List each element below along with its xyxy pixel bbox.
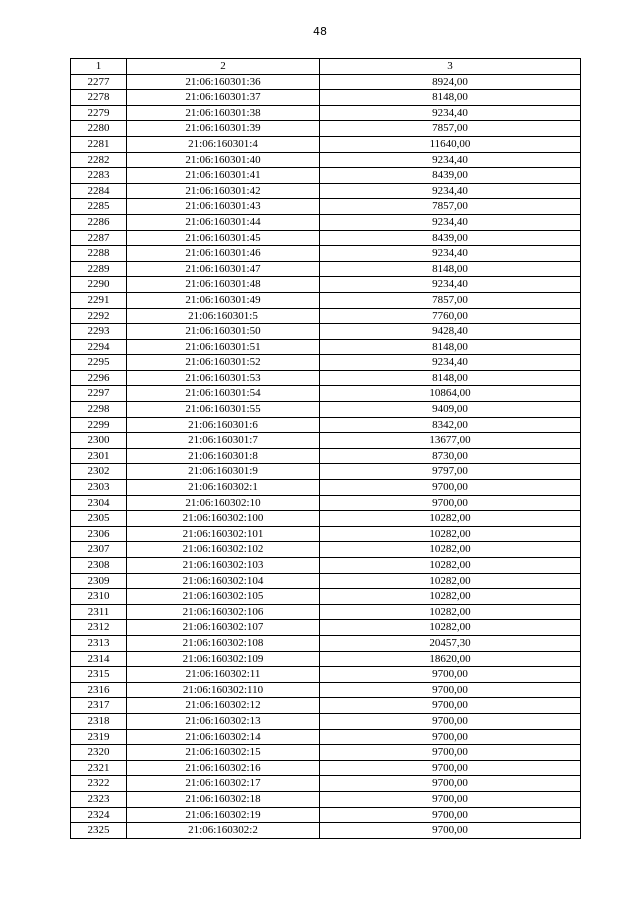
value-cell: 8148,00 (320, 339, 581, 355)
table-row (71, 90, 581, 106)
value-cell: 9234,40 (320, 214, 581, 230)
value-cell: 10282,00 (320, 604, 581, 620)
table-row (71, 370, 581, 386)
table-row (71, 511, 581, 527)
cadastral-number-cell: 21:06:160301:40 (127, 152, 320, 168)
row-number-cell: 2278 (71, 90, 127, 106)
value-cell: 10864,00 (320, 386, 581, 402)
value-cell: 10282,00 (320, 589, 581, 605)
row-number-cell: 2292 (71, 308, 127, 324)
table-row (71, 308, 581, 324)
cadastral-number-cell: 21:06:160301:5 (127, 308, 320, 324)
table-row (71, 682, 581, 698)
table-row (71, 713, 581, 729)
cadastral-number-cell: 21:06:160302:109 (127, 651, 320, 667)
row-number-cell: 2325 (71, 823, 127, 839)
row-number-cell: 2277 (71, 74, 127, 90)
cadastral-number-cell: 21:06:160302:107 (127, 620, 320, 636)
column-header-1: 1 (71, 59, 127, 75)
table-row (71, 324, 581, 340)
cadastral-number-cell: 21:06:160301:7 (127, 433, 320, 449)
table-row (71, 620, 581, 636)
value-cell: 10282,00 (320, 511, 581, 527)
row-number-cell: 2288 (71, 246, 127, 262)
row-number-cell: 2294 (71, 339, 127, 355)
row-number-cell: 2293 (71, 324, 127, 340)
table-row (71, 495, 581, 511)
cadastral-number-cell: 21:06:160302:106 (127, 604, 320, 620)
value-cell: 9700,00 (320, 807, 581, 823)
value-cell: 8730,00 (320, 448, 581, 464)
table-row (71, 745, 581, 761)
row-number-cell: 2296 (71, 370, 127, 386)
table-row (71, 526, 581, 542)
row-number-cell: 2313 (71, 635, 127, 651)
value-cell: 8148,00 (320, 370, 581, 386)
cadastral-number-cell: 21:06:160301:48 (127, 277, 320, 293)
value-cell: 9234,40 (320, 152, 581, 168)
header-row (71, 59, 581, 75)
cadastral-number-cell: 21:06:160302:16 (127, 760, 320, 776)
cadastral-number-cell: 21:06:160302:18 (127, 791, 320, 807)
value-cell: 9797,00 (320, 464, 581, 480)
value-cell: 11640,00 (320, 136, 581, 152)
cadastral-number-cell: 21:06:160301:6 (127, 417, 320, 433)
table-row (71, 464, 581, 480)
value-cell: 10282,00 (320, 558, 581, 574)
row-number-cell: 2300 (71, 433, 127, 449)
row-number-cell: 2316 (71, 682, 127, 698)
value-cell: 9700,00 (320, 791, 581, 807)
row-number-cell: 2323 (71, 791, 127, 807)
value-cell: 8439,00 (320, 230, 581, 246)
row-number-cell: 2320 (71, 745, 127, 761)
table-row (71, 261, 581, 277)
table-row (71, 651, 581, 667)
value-cell: 9700,00 (320, 745, 581, 761)
table-header (71, 59, 581, 75)
row-number-cell: 2301 (71, 448, 127, 464)
row-number-cell: 2310 (71, 589, 127, 605)
cadastral-number-cell: 21:06:160302:12 (127, 698, 320, 714)
row-number-cell: 2319 (71, 729, 127, 745)
table-row (71, 339, 581, 355)
value-cell: 18620,00 (320, 651, 581, 667)
cadastral-number-cell: 21:06:160302:105 (127, 589, 320, 605)
row-number-cell: 2303 (71, 480, 127, 496)
value-cell: 9700,00 (320, 713, 581, 729)
cadastral-number-cell: 21:06:160301:8 (127, 448, 320, 464)
cadastral-number-cell: 21:06:160302:1 (127, 480, 320, 496)
table-row (71, 277, 581, 293)
cadastral-number-cell: 21:06:160302:103 (127, 558, 320, 574)
table-row (71, 74, 581, 90)
table-row (71, 183, 581, 199)
cadastral-number-cell: 21:06:160301:43 (127, 199, 320, 215)
row-number-cell: 2290 (71, 277, 127, 293)
table-row (71, 604, 581, 620)
cadastral-number-cell: 21:06:160301:54 (127, 386, 320, 402)
cadastral-number-cell: 21:06:160301:50 (127, 324, 320, 340)
value-cell: 9234,40 (320, 355, 581, 371)
value-cell: 9700,00 (320, 682, 581, 698)
cadastral-number-cell: 21:06:160302:100 (127, 511, 320, 527)
value-cell: 7760,00 (320, 308, 581, 324)
row-number-cell: 2306 (71, 526, 127, 542)
row-number-cell: 2289 (71, 261, 127, 277)
cadastral-number-cell: 21:06:160301:4 (127, 136, 320, 152)
table-row (71, 448, 581, 464)
value-cell: 20457,30 (320, 635, 581, 651)
value-cell: 9700,00 (320, 823, 581, 839)
row-number-cell: 2317 (71, 698, 127, 714)
row-number-cell: 2309 (71, 573, 127, 589)
row-number-cell: 2321 (71, 760, 127, 776)
table-row (71, 480, 581, 496)
table-row (71, 542, 581, 558)
value-cell: 10282,00 (320, 542, 581, 558)
row-number-cell: 2281 (71, 136, 127, 152)
cadastral-number-cell: 21:06:160301:53 (127, 370, 320, 386)
row-number-cell: 2304 (71, 495, 127, 511)
value-cell: 8342,00 (320, 417, 581, 433)
row-number-cell: 2285 (71, 199, 127, 215)
cadastral-number-cell: 21:06:160301:46 (127, 246, 320, 262)
cadastral-number-cell: 21:06:160301:36 (127, 74, 320, 90)
row-number-cell: 2297 (71, 386, 127, 402)
table-row (71, 152, 581, 168)
cadastral-number-cell: 21:06:160301:49 (127, 292, 320, 308)
value-cell: 7857,00 (320, 199, 581, 215)
row-number-cell: 2291 (71, 292, 127, 308)
table-row (71, 760, 581, 776)
value-cell: 8148,00 (320, 90, 581, 106)
table-row (71, 292, 581, 308)
cadastral-number-cell: 21:06:160301:55 (127, 402, 320, 418)
value-cell: 9428,40 (320, 324, 581, 340)
value-cell: 9234,40 (320, 277, 581, 293)
column-header-2: 2 (127, 59, 320, 75)
row-number-cell: 2282 (71, 152, 127, 168)
cadastral-number-cell: 21:06:160302:19 (127, 807, 320, 823)
cadastral-number-cell: 21:06:160302:102 (127, 542, 320, 558)
row-number-cell: 2298 (71, 402, 127, 418)
table-row (71, 558, 581, 574)
cadastral-number-cell: 21:06:160301:52 (127, 355, 320, 371)
value-cell: 9700,00 (320, 480, 581, 496)
table-row (71, 667, 581, 683)
row-number-cell: 2280 (71, 121, 127, 137)
value-cell: 10282,00 (320, 573, 581, 589)
cadastral-number-cell: 21:06:160301:37 (127, 90, 320, 106)
cadastral-number-cell: 21:06:160302:101 (127, 526, 320, 542)
value-cell: 9700,00 (320, 760, 581, 776)
table-row (71, 698, 581, 714)
value-cell: 8924,00 (320, 74, 581, 90)
table-row (71, 635, 581, 651)
cadastral-number-cell: 21:06:160301:47 (127, 261, 320, 277)
cadastral-number-cell: 21:06:160302:14 (127, 729, 320, 745)
cadastral-number-cell: 21:06:160301:39 (127, 121, 320, 137)
cadastral-number-cell: 21:06:160302:108 (127, 635, 320, 651)
table-row (71, 230, 581, 246)
value-cell: 10282,00 (320, 620, 581, 636)
table-row (71, 168, 581, 184)
table-row (71, 386, 581, 402)
value-cell: 9700,00 (320, 667, 581, 683)
value-cell: 9700,00 (320, 776, 581, 792)
row-number-cell: 2311 (71, 604, 127, 620)
value-cell: 10282,00 (320, 526, 581, 542)
value-cell: 9234,40 (320, 105, 581, 121)
cadastral-number-cell: 21:06:160301:45 (127, 230, 320, 246)
row-number-cell: 2318 (71, 713, 127, 729)
row-number-cell: 2283 (71, 168, 127, 184)
table-row (71, 729, 581, 745)
value-cell: 7857,00 (320, 121, 581, 137)
table-body (71, 74, 581, 838)
row-number-cell: 2284 (71, 183, 127, 199)
value-cell: 13677,00 (320, 433, 581, 449)
table-row (71, 417, 581, 433)
row-number-cell: 2322 (71, 776, 127, 792)
row-number-cell: 2324 (71, 807, 127, 823)
cadastral-number-cell: 21:06:160302:17 (127, 776, 320, 792)
cadastral-number-cell: 21:06:160301:9 (127, 464, 320, 480)
row-number-cell: 2315 (71, 667, 127, 683)
cadastral-number-cell: 21:06:160302:2 (127, 823, 320, 839)
data-table (70, 58, 581, 839)
value-cell: 8148,00 (320, 261, 581, 277)
row-number-cell: 2286 (71, 214, 127, 230)
row-number-cell: 2299 (71, 417, 127, 433)
cadastral-number-cell: 21:06:160302:15 (127, 745, 320, 761)
table-row (71, 433, 581, 449)
table-row (71, 402, 581, 418)
row-number-cell: 2302 (71, 464, 127, 480)
row-number-cell: 2314 (71, 651, 127, 667)
value-cell: 9234,40 (320, 246, 581, 262)
cadastral-number-cell: 21:06:160302:10 (127, 495, 320, 511)
row-number-cell: 2295 (71, 355, 127, 371)
value-cell: 9700,00 (320, 495, 581, 511)
value-cell: 9234,40 (320, 183, 581, 199)
table-row (71, 214, 581, 230)
page-number: 48 (313, 25, 327, 38)
table-row (71, 823, 581, 839)
value-cell: 7857,00 (320, 292, 581, 308)
table-row (71, 776, 581, 792)
table-row (71, 121, 581, 137)
cadastral-number-cell: 21:06:160301:38 (127, 105, 320, 121)
value-cell: 8439,00 (320, 168, 581, 184)
table-row (71, 246, 581, 262)
cadastral-number-cell: 21:06:160301:51 (127, 339, 320, 355)
row-number-cell: 2312 (71, 620, 127, 636)
table-row (71, 105, 581, 121)
value-cell: 9700,00 (320, 729, 581, 745)
table-row (71, 355, 581, 371)
row-number-cell: 2279 (71, 105, 127, 121)
column-header-3: 3 (320, 59, 581, 75)
cadastral-number-cell: 21:06:160302:13 (127, 713, 320, 729)
table-row (71, 199, 581, 215)
row-number-cell: 2305 (71, 511, 127, 527)
row-number-cell: 2308 (71, 558, 127, 574)
table-row (71, 573, 581, 589)
value-cell: 9700,00 (320, 698, 581, 714)
table-row (71, 589, 581, 605)
value-cell: 9409,00 (320, 402, 581, 418)
row-number-cell: 2287 (71, 230, 127, 246)
row-number-cell: 2307 (71, 542, 127, 558)
table-row (71, 807, 581, 823)
cadastral-number-cell: 21:06:160302:110 (127, 682, 320, 698)
table-row (71, 136, 581, 152)
cadastral-number-cell: 21:06:160301:41 (127, 168, 320, 184)
cadastral-number-cell: 21:06:160301:42 (127, 183, 320, 199)
cadastral-number-cell: 21:06:160301:44 (127, 214, 320, 230)
cadastral-number-cell: 21:06:160302:11 (127, 667, 320, 683)
cadastral-number-cell: 21:06:160302:104 (127, 573, 320, 589)
table-row (71, 791, 581, 807)
